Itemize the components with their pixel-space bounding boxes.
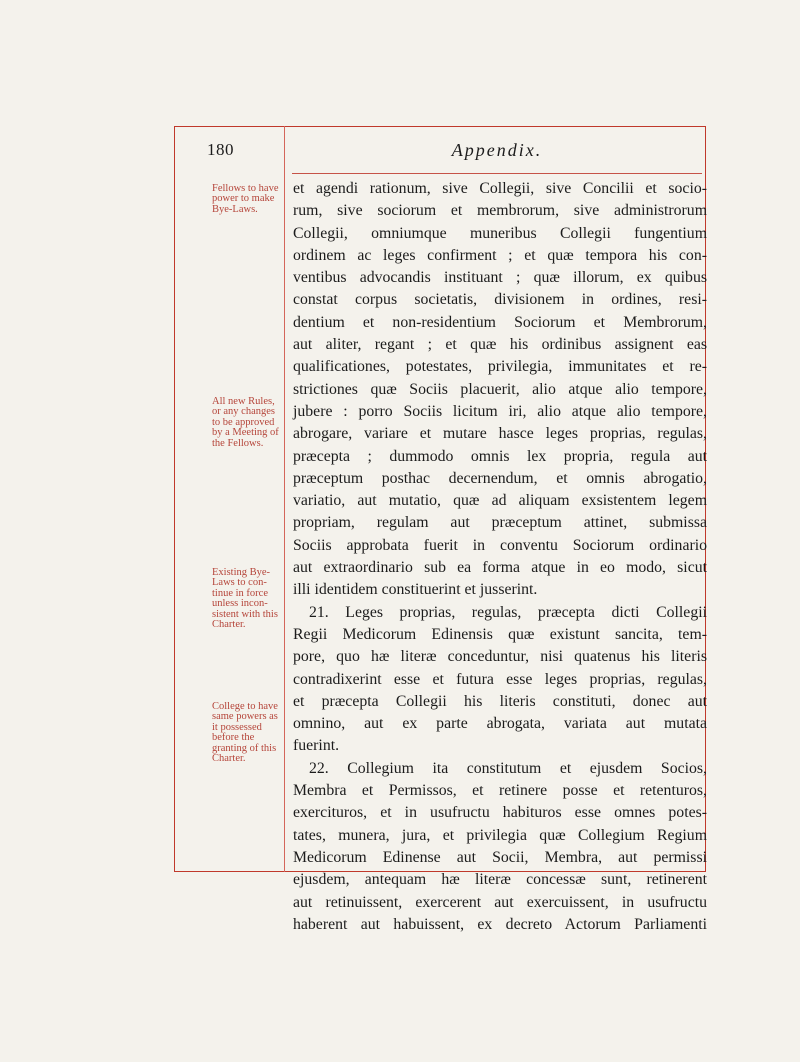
margin-note-line: All new Rules, [212, 396, 275, 407]
body-line: fuerint. [293, 737, 340, 755]
margin-note-existing-bye-laws [212, 568, 292, 630]
body-line: tates, munera, jura, et privilegia quæ Collegium Regium [293, 826, 707, 844]
body-line: rum, sive sociorum et membrorum, sive administrorum [293, 202, 707, 220]
margin-note-line: granting of this [212, 742, 277, 754]
running-head: Appendix. [451, 140, 543, 160]
margin-note-line: Existing Bye- [212, 567, 271, 578]
margin-note-line: sistent with this [212, 608, 278, 620]
body-line: pore, quo hæ literæ conceduntur, nisi quatenus his literis [293, 648, 707, 666]
margin-note-line: Charter. [212, 753, 246, 765]
body-line: aut extraordinario sub ea forma atque in eo modo, sicut [293, 559, 707, 577]
body-line: dentium et non-residentium Sociorum et Membrorum, [293, 313, 707, 331]
body-line: propriam, regulam aut præceptum attinet, submissa [293, 514, 707, 532]
body-line: qualificationes, potestates, privilegia, immunitates et re- [293, 358, 707, 376]
margin-note-bye-laws [212, 184, 292, 215]
margin-note-line: same powers as [212, 711, 278, 723]
margin-note-new-rules [212, 397, 292, 449]
body-line: variatio, aut mutatio, quæ ad aliquam exsistentem legem [293, 492, 707, 510]
body-line: Medicorum Edinense aut Socii, Membra, aut permissi [293, 848, 707, 866]
body-line: Regii Medicorum Edinensis quæ existunt sancita, tem- [293, 625, 707, 643]
margin-note-line: by a Meeting of [212, 427, 279, 439]
page-number: 180 [207, 140, 234, 159]
margin-note-line: to be approved [212, 416, 275, 428]
margin-note-line: College to have [212, 701, 278, 712]
body-line: Membra et Permissos, et retinere posse et retenturos, [293, 782, 707, 800]
body-line: ejusdem, antequam hæ literæ concessæ sunt, retinerent [293, 871, 707, 889]
margin-note-line: Fellows to have [212, 183, 279, 194]
body-line: jubere : porro Sociis licitum iri, alio atque alio tempore, [293, 402, 707, 420]
paragraph-22-line: 22. Collegium ita constitutum et ejusdem Socios, [309, 759, 707, 777]
body-line: præceptum posthac decernendum, et omnis abrogatio, [293, 469, 707, 487]
body-line: strictiones quæ Sociis placuerit, alio atque alio tempore, [293, 380, 707, 398]
margin-note-line: Laws to con- [212, 577, 267, 589]
margin-note-line: before the [212, 732, 255, 744]
margin-note-line: tinue in force [212, 587, 268, 599]
body-line: contradixerint esse et futura esse leges proprias, regulas, [293, 670, 707, 688]
margin-note-line: power to make [212, 193, 275, 205]
body-line: præcepta ; dummodo omnis lex propria, regula aut [293, 447, 707, 465]
body-line: et præcepta Collegii his literis constituti, donec aut [293, 692, 707, 710]
margin-note-line: it possessed [212, 721, 262, 733]
margin-note-college-powers [212, 702, 292, 764]
margin-note-line: Charter. [212, 619, 246, 631]
body-line: exercituros, et in usufructu habituros esse omnes potes- [293, 804, 707, 822]
body-line: ventibus advocandis instituant ; quæ illorum, ex quibus [293, 269, 707, 287]
body-line: constat corpus societatis, divisionem in ordines, resi- [293, 291, 707, 309]
body-line: illi identidem constituerint et jusserint. [293, 581, 538, 599]
body-line: Sociis approbata fuerit in conventu Sociorum ordinario [293, 536, 707, 554]
body-line: aut retinuissent, exercerent aut exercuissent, in usufructu [293, 893, 707, 911]
margin-note-line: Bye-Laws. [212, 203, 258, 215]
margin-note-line: or any changes [212, 406, 275, 418]
body-line: et agendi rationum, sive Collegii, sive Concilii et socio- [293, 180, 707, 197]
body-line: abrogare, variare et mutare hasce leges proprias, regulas, [293, 425, 707, 443]
paragraph-21-line: 21. Leges proprias, regulas, præcepta dicti Collegii [309, 603, 707, 621]
margin-note-line: the Fellows. [212, 437, 264, 449]
header-rule [292, 173, 702, 174]
body-line: omnino, aut ex parte abrogata, variata aut mutata [293, 715, 707, 733]
body-line: haberent aut habuissent, ex decreto Actorum Parliamenti [293, 915, 707, 933]
body-text [293, 178, 707, 936]
margin-note-line: unless incon- [212, 598, 268, 610]
body-line: Collegii, omniumque muneribus Collegii fungentium [293, 224, 707, 242]
body-line: aut aliter, regant ; et quæ his ordinibus assignent eas [293, 336, 707, 354]
body-line: ordinem ac leges confirment ; et quæ tempora his con- [293, 246, 707, 264]
